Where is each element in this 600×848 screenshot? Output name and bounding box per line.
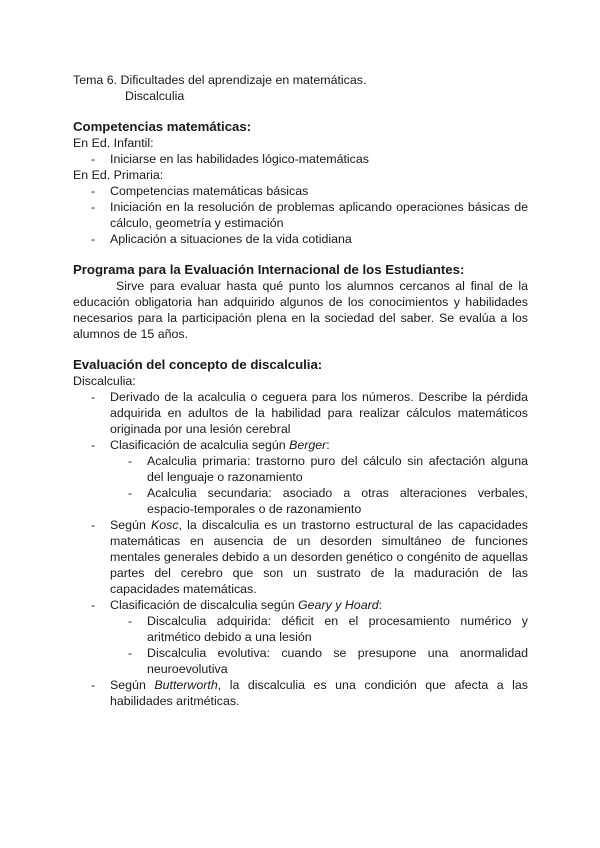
- item-text: Clasificación de discalculia según: [110, 598, 299, 612]
- item-text: Según: [110, 518, 151, 532]
- author-name: Geary y Hoard: [298, 598, 379, 612]
- list-item: [73, 517, 528, 597]
- document-subtitle: Discalculia: [125, 89, 185, 103]
- sublist: [110, 613, 528, 677]
- list-item: - Iniciación en la resolución de problemas aplicando operaciones básicas de cálculo, geometría y estimación: [73, 199, 528, 231]
- primaria-list: [73, 183, 528, 247]
- document-title: Tema 6. Dificultades del aprendizaje en matemáticas.: [73, 73, 367, 87]
- list-item: [73, 437, 528, 517]
- document-page: [73, 72, 528, 709]
- item-text: , la discalculia es una condición que afecta a las habilidades aritméticas.: [110, 678, 528, 708]
- section-heading-evaluacion: Evaluación del concepto de discalculia:: [73, 357, 323, 372]
- author-name: Butterworth: [154, 678, 218, 692]
- section-heading-competencias: Competencias matemáticas:: [73, 119, 252, 134]
- section-heading-programa: Programa para la Evaluación Internacional de los Estudiantes:: [73, 262, 465, 277]
- sublist: [110, 453, 528, 517]
- discalculia-label: Discalculia:: [73, 374, 136, 388]
- author-name: Kosc: [150, 518, 179, 532]
- primaria-label: En Ed. Primaria:: [73, 168, 164, 182]
- item-text: , la discalculia es un trastorno estructural de las capacidades matemáticas en ausencia de un desorden simultáneo de funciones mentales generales debido a un desorden genético o congénito de aquellas partes del cerebro que son un sustrato de la maduración de las capacidades matemáticas.: [110, 518, 528, 596]
- sublist-item: - Acalculia secundaria: asociado a otras alteraciones verbales, espacio-temporales o de razonamiento: [110, 485, 528, 517]
- sublist-item: - Discalculia adquirida: déficit en el procesamiento numérico y aritmético debido a una lesión: [110, 613, 528, 645]
- sublist-item: - Discalculia evolutiva: cuando se presupone una anormalidad neuroevolutiva: [110, 645, 528, 677]
- list-item: - Derivado de la acalculia o ceguera para los números. Describe la pérdida adquirida en adultos de la habilidad para realizar cálculos matemáticos originada por una lesión cerebral: [73, 389, 528, 437]
- list-item: - Iniciarse en las habilidades lógico-matemáticas: [73, 151, 528, 167]
- sublist-item: - Acalculia primaria: trastorno puro del cálculo sin afectación alguna del lenguaje o razonamiento: [110, 453, 528, 485]
- list-item: [73, 597, 528, 677]
- programa-paragraph: Sirve para evaluar hasta qué punto los alumnos cercanos al final de la educación obligatoria han adquirido algunos de los conocimientos y habilidades necesarios para la participación plena en la sociedad del saber. Se evalúa a los alumnos de 15 años.: [73, 279, 528, 341]
- list-item: [73, 677, 528, 709]
- infantil-list: [73, 151, 528, 167]
- infantil-label: En Ed. Infantil:: [73, 136, 154, 150]
- author-name: Berger: [289, 438, 327, 452]
- list-item: - Aplicación a situaciones de la vida cotidiana: [73, 231, 528, 247]
- item-text: :: [326, 438, 330, 452]
- evaluacion-list: [73, 389, 528, 709]
- list-item: - Competencias matemáticas básicas: [73, 183, 528, 199]
- item-text: Clasificación de acalculia según: [110, 438, 290, 452]
- item-text: :: [378, 598, 383, 612]
- item-text: Según: [110, 678, 155, 692]
